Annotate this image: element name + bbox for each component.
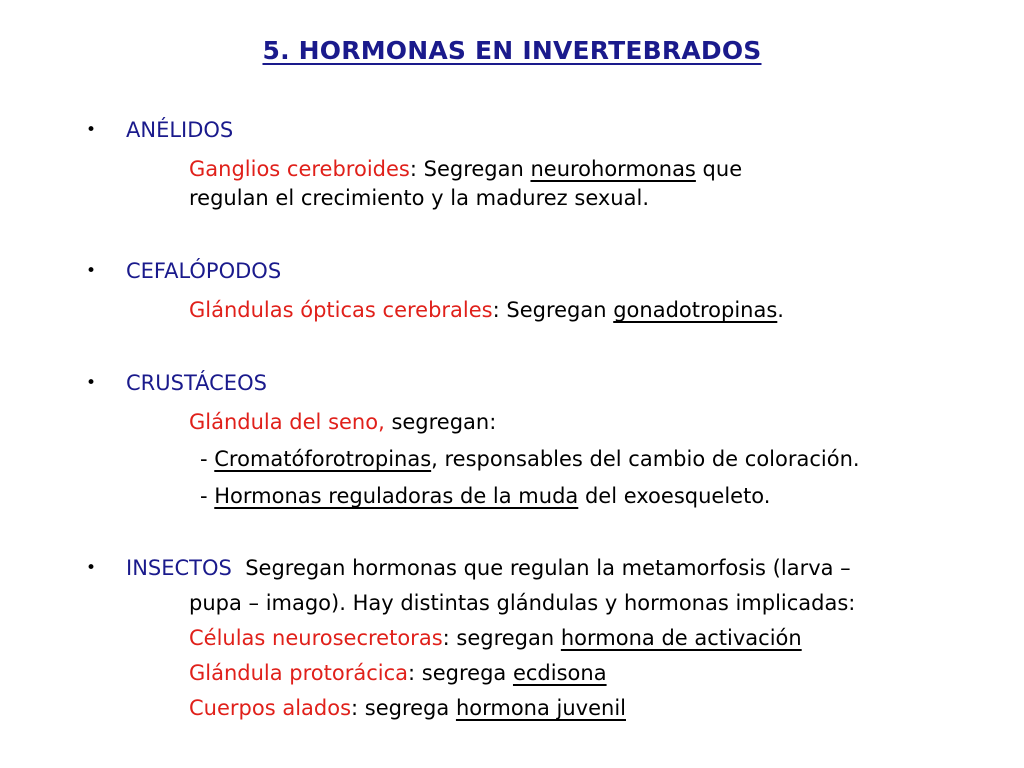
- text-segment: -: [200, 447, 215, 471]
- text-segment: , responsables del cambio de coloración.: [431, 447, 860, 471]
- anelidos-line-1: [189, 156, 742, 182]
- page-title: 5. HORMONAS EN INVERTEBRADOS: [262, 36, 762, 65]
- heading-crustaceos: CRUSTÁCEOS: [126, 371, 267, 395]
- text-segment: : segregan: [442, 626, 561, 650]
- hormone-neurohormonas: neurohormonas: [530, 157, 696, 181]
- text-segment: que: [695, 157, 743, 181]
- organ-cuerpos-alados: Cuerpos alados: [189, 696, 352, 720]
- text-segment: : Segregan: [492, 298, 614, 322]
- bullet-anelidos: •: [86, 120, 97, 140]
- organ-glandula-protoracica: Glándula protorácica: [189, 661, 409, 685]
- heading-anelidos: ANÉLIDOS: [126, 118, 234, 142]
- hormone-juvenil: hormona juvenil: [455, 696, 626, 720]
- text-segment: : Segregan: [409, 157, 531, 181]
- crustaceos-item-1: [200, 446, 860, 472]
- insectos-line-1: [126, 555, 851, 581]
- text-segment: del exoesqueleto.: [578, 484, 771, 508]
- hormone-gonadotropinas: gonadotropinas: [613, 298, 778, 322]
- text-segment: segregan:: [384, 410, 497, 434]
- bullet-insectos: •: [86, 558, 97, 578]
- insectos-row-1: [189, 625, 802, 651]
- text-segment: Segregan hormonas que regulan la metamorfosis (larva –: [231, 556, 851, 580]
- text-segment: : segrega: [351, 696, 456, 720]
- organ-glandulas-opticas: Glándulas ópticas cerebrales: [189, 298, 493, 322]
- heading-cefalopodos: CEFALÓPODOS: [126, 259, 282, 283]
- bullet-cefalopodos: •: [86, 261, 97, 281]
- bullet-crustaceos: •: [86, 373, 97, 393]
- anelidos-line-2: regulan el crecimiento y la madurez sexual.: [189, 186, 649, 210]
- hormone-ecdisona: ecdisona: [512, 661, 607, 685]
- text-segment: .: [777, 298, 784, 322]
- organ-glandula-seno: Glándula del seno,: [189, 410, 385, 434]
- organ-celulas-neurosecretoras: Células neurosecretoras: [189, 626, 443, 650]
- hormone-activacion: hormona de activación: [560, 626, 802, 650]
- insectos-row-3: [189, 695, 626, 721]
- insectos-row-2: [189, 660, 607, 686]
- crustaceos-line-1: [189, 409, 496, 435]
- organ-ganglios: Ganglios cerebroides: [189, 157, 410, 181]
- crustaceos-item-2: [200, 483, 770, 509]
- hormone-cromatoforotropinas: Cromatóforotropinas: [214, 447, 432, 471]
- cefalopodos-line-1: [189, 297, 784, 323]
- hormone-muda: Hormonas reguladoras de la muda: [214, 484, 579, 508]
- text-segment: : segrega: [408, 661, 513, 685]
- insectos-line-2: pupa – imago). Hay distintas glándulas y hormonas implicadas:: [189, 591, 856, 615]
- text-segment: -: [200, 484, 215, 508]
- heading-insectos: INSECTOS: [126, 556, 232, 580]
